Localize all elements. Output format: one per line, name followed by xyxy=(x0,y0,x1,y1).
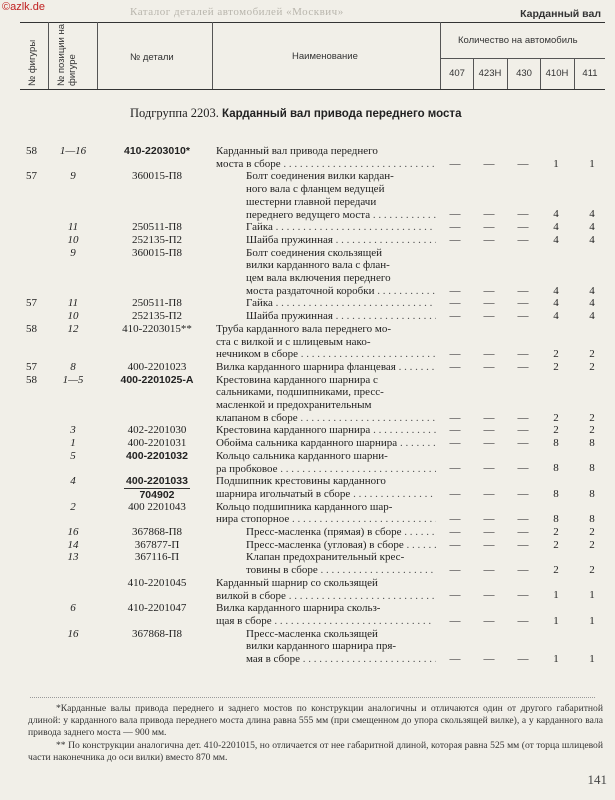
figure-number: 58 xyxy=(26,373,37,386)
part-name xyxy=(216,475,436,500)
part-name-line: Клапан предохранительный крес- xyxy=(246,551,405,564)
part-name xyxy=(216,374,436,425)
header-bottom-rule xyxy=(20,89,605,90)
part-number: 360015-П8 xyxy=(131,246,183,259)
part-name-line: Гайка . . . xyxy=(216,297,436,310)
quantity-423н: — xyxy=(483,208,495,221)
part-name-line: вилкой в сборе . . . xyxy=(216,590,436,603)
quantity-423н: — xyxy=(483,360,495,373)
part-number: 360015-П8 xyxy=(131,170,183,183)
quantity-430: — xyxy=(517,221,529,234)
quantity-411: 2 xyxy=(589,526,595,538)
position-number: 13 xyxy=(67,551,79,564)
position-number: 3 xyxy=(70,424,76,437)
quantity-407: — xyxy=(449,589,461,602)
quantity-410н: 2 xyxy=(553,360,559,373)
header-name: Наименование xyxy=(292,51,358,62)
quantity-423н: — xyxy=(483,526,495,538)
header-qty: Количество на автомобиль xyxy=(458,35,578,46)
part-number: 367868-П8 xyxy=(131,627,183,640)
part-name-line: шарнира игольчатый в сборе . . . xyxy=(216,488,436,501)
quantity-410н: 8 xyxy=(553,513,559,526)
header-model-411: 411 xyxy=(582,68,598,79)
part-name-line: Кольцо сальника карданного шарни- xyxy=(216,449,388,462)
part-name-line: сальниками, подшипниками, пресс- xyxy=(216,386,384,399)
quantity-411: 4 xyxy=(589,284,595,297)
quantity-430: — xyxy=(517,652,529,665)
part-name-line: Крестовина карданного шарнира . . . xyxy=(216,424,436,437)
position-number: 1 xyxy=(70,437,76,450)
position-number: 12 xyxy=(67,322,79,335)
part-number: 400 2201043 xyxy=(128,500,186,513)
figure-number: 58 xyxy=(26,322,37,335)
part-name-line: Пресс-масленка (угловая) в сборе . . . xyxy=(216,539,436,552)
position-number: 11 xyxy=(67,221,79,234)
part-name-line: Обойма сальника карданного шарнира . . . xyxy=(216,437,436,450)
quantity-410н: 1 xyxy=(553,157,559,170)
quantity-411: 4 xyxy=(589,221,595,234)
part-name xyxy=(216,310,436,323)
part-number: 410-2201045 xyxy=(127,576,187,589)
quantity-407: — xyxy=(449,411,461,424)
quantity-410н: 2 xyxy=(553,424,559,437)
quantity-411: 2 xyxy=(589,411,595,424)
quantity-411: 1 xyxy=(589,157,595,170)
footnote-2: ** По конструкции аналогична дет. 410-2201015, но отличается от нее габаритной длиной, которая равна 525 мм (от торца шлицевой части наконечника до оси вилки) вместо 870 мм. xyxy=(28,739,603,763)
quantity-430: — xyxy=(517,208,529,221)
quantity-407: — xyxy=(449,348,461,361)
quantity-407: — xyxy=(449,360,461,373)
footnotes xyxy=(28,703,603,764)
part-name xyxy=(216,437,436,450)
quantity-411: 2 xyxy=(589,538,595,551)
header-divider xyxy=(540,58,541,89)
header-divider xyxy=(440,58,605,59)
figure-number: 57 xyxy=(26,170,37,183)
position-number: 1—5 xyxy=(62,373,84,386)
quantity-410н: 2 xyxy=(553,564,559,577)
quantity-430: — xyxy=(517,564,529,577)
position-number: 1—16 xyxy=(59,145,87,157)
header-divider xyxy=(507,58,508,89)
quantity-411: 2 xyxy=(589,424,595,437)
quantity-430: — xyxy=(517,284,529,297)
part-name-line: нечником в сборе . . . xyxy=(216,348,436,361)
quantity-411: 2 xyxy=(589,360,595,373)
part-name-line: Труба карданного вала переднего мо- xyxy=(216,322,392,335)
part-name xyxy=(216,450,436,475)
header-divider xyxy=(212,22,213,89)
quantity-423н: — xyxy=(483,424,495,437)
part-name-line: Гайка . . . xyxy=(216,221,436,234)
part-name xyxy=(216,221,436,234)
part-name xyxy=(216,323,436,361)
quantity-430: — xyxy=(517,297,529,310)
quantity-411: 1 xyxy=(589,614,595,627)
part-name-line: Вилка карданного шарнира скольз- xyxy=(216,602,381,615)
quantity-407: — xyxy=(449,538,461,551)
part-name xyxy=(216,361,436,374)
site-tag: ©azlk.de xyxy=(2,1,45,13)
part-name xyxy=(216,526,436,539)
part-name-line: масленкой и предохранительным xyxy=(216,399,372,411)
quantity-430: — xyxy=(517,157,529,170)
part-name-line: ра пробковое . . . xyxy=(216,463,436,476)
quantity-407: — xyxy=(449,310,461,323)
quantity-430: — xyxy=(517,411,529,424)
position-number: 14 xyxy=(67,538,79,551)
part-name-line: Болт соединения вилки кардан- xyxy=(246,170,394,183)
quantity-407: — xyxy=(449,564,461,577)
quantity-410н: 1 xyxy=(553,652,559,665)
part-number: 400-2201032 xyxy=(126,449,188,462)
position-number: 10 xyxy=(67,310,79,323)
quantity-410н: 4 xyxy=(553,310,559,323)
position-number: 16 xyxy=(67,627,79,640)
part-number: 400-2201023 xyxy=(127,360,187,373)
quantity-430: — xyxy=(517,589,529,602)
position-number: 8 xyxy=(70,360,76,373)
part-number: 250511-П8 xyxy=(132,297,182,310)
quantity-407: — xyxy=(449,614,461,627)
figure-number: 57 xyxy=(26,297,37,310)
quantity-411: 4 xyxy=(589,310,595,323)
quantity-411: 8 xyxy=(589,513,595,526)
quantity-430: — xyxy=(517,360,529,373)
quantity-407: — xyxy=(449,462,461,475)
position-number: 16 xyxy=(67,526,79,538)
part-number: 252135-П2 xyxy=(131,233,183,246)
part-name-line: Вилка карданного шарнира фланцевая . . . xyxy=(216,361,436,374)
part-number: 402-2201030 xyxy=(127,424,187,437)
quantity-411: 4 xyxy=(589,208,595,221)
quantity-410н: 4 xyxy=(553,284,559,297)
part-number-alt: 704902 xyxy=(124,488,190,502)
part-name-line: товины в сборе . . . xyxy=(216,564,436,577)
quantity-410н: 8 xyxy=(553,462,559,475)
quantity-430: — xyxy=(517,487,529,500)
quantity-410н: 4 xyxy=(553,221,559,234)
quantity-410н: 2 xyxy=(553,348,559,361)
position-number: 9 xyxy=(70,246,76,259)
quantity-411: 2 xyxy=(589,348,595,361)
quantity-430: — xyxy=(517,348,529,361)
part-name-line: моста раздаточной коробки . . . xyxy=(216,285,436,298)
quantity-410н: 8 xyxy=(553,437,559,450)
quantity-407: — xyxy=(449,526,461,538)
quantity-423н: — xyxy=(483,462,495,475)
quantity-423н: — xyxy=(483,589,495,602)
quantity-410н: 2 xyxy=(553,538,559,551)
part-name-line: Карданный шарнир со скользящей xyxy=(216,576,378,589)
part-number: 400-2201025-А xyxy=(120,373,194,386)
part-name-line: Кольцо подшипника карданного шар- xyxy=(216,500,393,513)
quantity-423н: — xyxy=(483,437,495,450)
part-name-line: мая в сборе . . . xyxy=(216,653,436,666)
part-name xyxy=(216,501,436,526)
subgroup-title: Карданный вал привода переднего моста xyxy=(222,108,462,120)
quantity-407: — xyxy=(449,208,461,221)
part-name-line: вилки карданного вала с флан- xyxy=(246,259,390,272)
quantity-407: — xyxy=(449,513,461,526)
position-number: 2 xyxy=(70,500,76,513)
quantity-423н: — xyxy=(483,297,495,310)
quantity-407: — xyxy=(449,297,461,310)
quantity-411: 4 xyxy=(589,297,595,310)
quantity-423н: — xyxy=(483,487,495,500)
quantity-407: — xyxy=(449,437,461,450)
position-number: 4 xyxy=(70,475,76,488)
quantity-423н: — xyxy=(483,513,495,526)
footnote-1: *Карданные валы привода переднего и заднего мостов по конструкции аналогичны и отличаются один от другого габаритной длиной: у карданного вала привода переднего моста длина равна 555 мм (при смещенном до упора скользящей вилке), а у карданного вала привода заднего моста — 900 мм. xyxy=(28,703,603,739)
quantity-423н: — xyxy=(483,157,495,170)
part-name xyxy=(216,424,436,437)
quantity-411: 8 xyxy=(589,487,595,500)
part-name xyxy=(216,234,436,247)
part-number: 252135-П2 xyxy=(131,310,183,323)
quantity-423н: — xyxy=(483,564,495,577)
subgroup-heading xyxy=(130,106,461,121)
footnote-rule xyxy=(30,697,595,698)
header-model-410n: 410Н xyxy=(545,68,569,79)
quantity-410н: 1 xyxy=(553,614,559,627)
part-name xyxy=(216,628,436,666)
quantity-430: — xyxy=(517,538,529,551)
quantity-411: 1 xyxy=(589,589,595,602)
part-name-line: цем вала включения переднего xyxy=(246,272,391,284)
part-name-line: Болт соединения скользящей xyxy=(246,246,382,259)
part-number: 367868-П8 xyxy=(131,526,183,538)
quantity-430: — xyxy=(517,614,529,627)
quantity-423н: — xyxy=(483,614,495,627)
quantity-423н: — xyxy=(483,310,495,323)
header-model-407: 407 xyxy=(449,68,465,79)
quantity-430: — xyxy=(517,233,529,246)
header-divider xyxy=(574,58,575,89)
position-number: 9 xyxy=(70,170,76,183)
part-number: 367116-П xyxy=(134,551,180,564)
header-divider xyxy=(97,22,98,89)
part-name-line: переднего ведущего моста . . . xyxy=(216,209,436,222)
position-number: 11 xyxy=(67,297,79,310)
quantity-411: 8 xyxy=(589,462,595,475)
quantity-430: — xyxy=(517,462,529,475)
quantity-407: — xyxy=(449,424,461,437)
quantity-430: — xyxy=(517,513,529,526)
faint-running-title: Каталог деталей автомобилей «Москвич» xyxy=(130,6,344,18)
quantity-411: 8 xyxy=(589,437,595,450)
part-number: 410-2203015** xyxy=(122,322,192,335)
part-name xyxy=(216,602,436,627)
header-divider xyxy=(48,22,49,89)
quantity-410н: 2 xyxy=(553,411,559,424)
header-model-430: 430 xyxy=(516,68,532,79)
quantity-410н: 1 xyxy=(553,589,559,602)
part-name-line: Крестовина карданного шарнира с xyxy=(216,373,378,386)
header-divider xyxy=(440,22,441,89)
quantity-407: — xyxy=(449,157,461,170)
part-number: 410-2203010* xyxy=(124,145,190,157)
quantity-410н: 4 xyxy=(553,233,559,246)
figure-number: 58 xyxy=(26,145,37,157)
figure-number: 57 xyxy=(26,360,37,373)
header-model-423n: 423Н xyxy=(478,68,502,79)
part-number: 400-2201033 xyxy=(126,475,188,488)
part-number: 367877-П xyxy=(134,538,180,551)
header-pos: № позиции на фигуре xyxy=(56,23,78,86)
part-name xyxy=(216,170,436,221)
header-divider xyxy=(473,58,474,89)
quantity-410н: 4 xyxy=(553,297,559,310)
part-name xyxy=(216,577,436,602)
quantity-411: 2 xyxy=(589,564,595,577)
part-name-line: Подшипник крестовины карданного xyxy=(216,475,386,488)
quantity-407: — xyxy=(449,652,461,665)
part-name xyxy=(216,145,436,170)
part-name-line: ста с вилкой и с шлицевым нако- xyxy=(216,335,371,348)
part-name xyxy=(216,539,436,552)
quantity-411: 4 xyxy=(589,233,595,246)
quantity-407: — xyxy=(449,221,461,234)
part-number: 250511-П8 xyxy=(132,221,182,234)
part-name xyxy=(216,247,436,298)
part-name-line: шестерни главной передачи xyxy=(246,195,377,208)
part-number: 410-2201047 xyxy=(127,602,187,615)
header-fig: № фигуры xyxy=(27,39,38,86)
quantity-430: — xyxy=(517,437,529,450)
quantity-430: — xyxy=(517,310,529,323)
quantity-410н: 8 xyxy=(553,487,559,500)
part-name-line: Шайба пружинная . . . xyxy=(216,310,436,323)
part-name-line: вилки карданного шарнира пря- xyxy=(246,640,397,653)
quantity-410н: 2 xyxy=(553,526,559,538)
subgroup-label: Подгруппа 2203. xyxy=(130,106,219,120)
quantity-411: 1 xyxy=(589,652,595,665)
quantity-423н: — xyxy=(483,652,495,665)
part-name xyxy=(216,551,436,576)
quantity-430: — xyxy=(517,526,529,538)
quantity-423н: — xyxy=(483,348,495,361)
quantity-423н: — xyxy=(483,233,495,246)
quantity-407: — xyxy=(449,487,461,500)
part-name-line: Пресс-масленка скользящей xyxy=(246,627,378,640)
part-name-line: нира стопорное . . . xyxy=(216,513,436,526)
part-name-line: Пресс-масленка (прямая) в сборе . . . xyxy=(216,526,436,539)
part-name-line: клапаном в сборе . . . xyxy=(216,412,436,425)
part-name-line: щая в сборе . . . xyxy=(216,615,436,628)
position-number: 10 xyxy=(67,233,79,246)
page-number: 141 xyxy=(587,772,607,787)
quantity-410н: 4 xyxy=(553,208,559,221)
running-head: Карданный вал xyxy=(520,8,601,20)
header-top-rule xyxy=(20,22,605,23)
part-name-line: ного вала с фланцем ведущей xyxy=(246,183,385,196)
position-number: 5 xyxy=(70,449,76,462)
part-name-line: Шайба пружинная . . . xyxy=(216,234,436,247)
quantity-423н: — xyxy=(483,284,495,297)
part-name xyxy=(216,297,436,310)
part-number: 400-2201031 xyxy=(127,437,187,450)
part-name-line: Карданный вал привода переднего xyxy=(216,145,378,157)
quantity-423н: — xyxy=(483,411,495,424)
position-number: 6 xyxy=(70,602,76,615)
quantity-407: — xyxy=(449,233,461,246)
quantity-423н: — xyxy=(483,221,495,234)
part-name-line: моста в сборе . . . xyxy=(216,158,436,171)
quantity-430: — xyxy=(517,424,529,437)
quantity-407: — xyxy=(449,284,461,297)
quantity-423н: — xyxy=(483,538,495,551)
header-part: № детали xyxy=(130,52,174,63)
